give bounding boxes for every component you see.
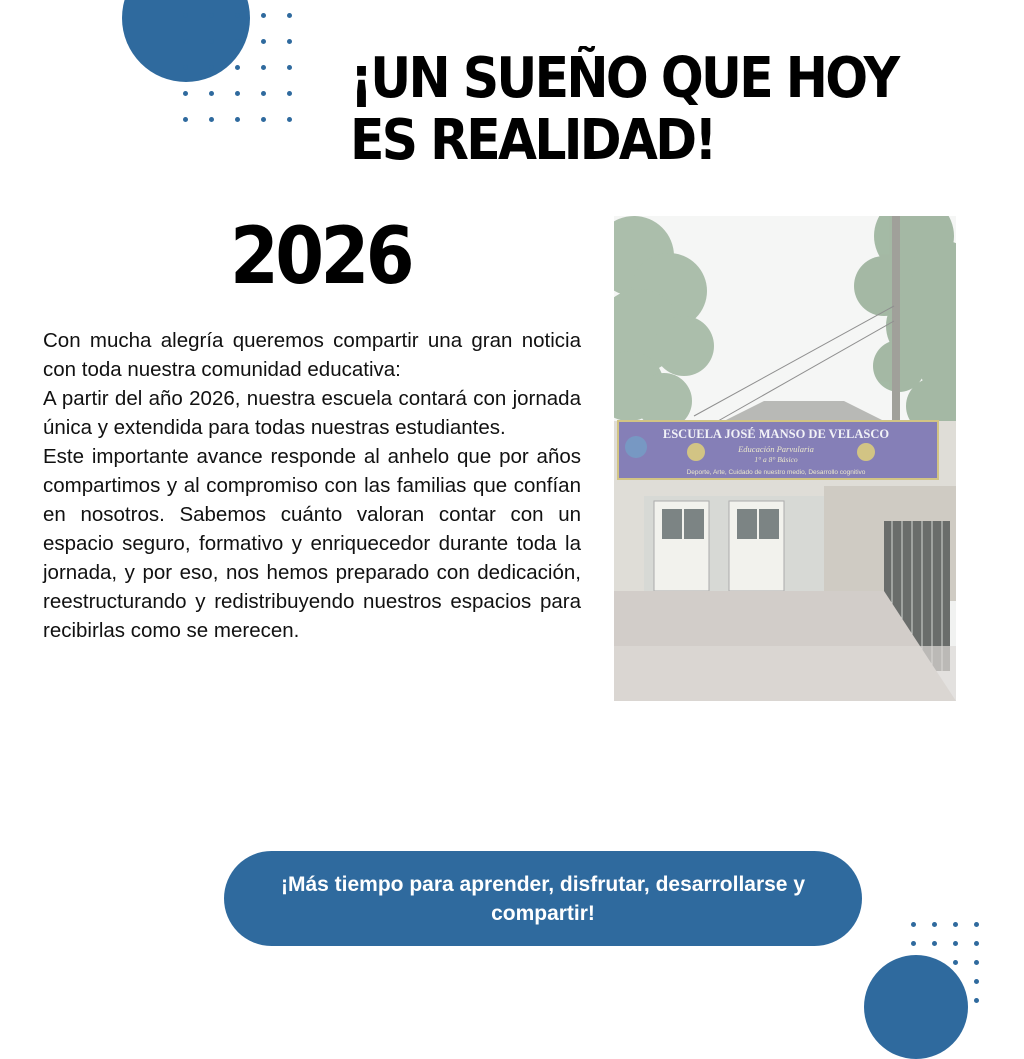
page-title: ¡UN SUEÑO QUE HOY ES REALIDAD! <box>350 46 898 173</box>
sign-title: ESCUELA JOSÉ MANSO DE VELASCO <box>662 427 890 441</box>
sign-line-1: Educación Parvularia <box>738 444 814 454</box>
paragraph-intro: Con mucha alegría queremos compartir una gran noticia con toda nuestra comunidad educativa: <box>43 329 581 381</box>
sign-line-2: 1° a 8° Básico <box>754 455 798 464</box>
paragraph-details: Este importante avance responde al anhelo que por años compartimos y al compromiso con las familias que confían en nosotros. Sabemos cuánto valoran contar con un espacio seguro, formativo y enriquecedor durante toda la jornada, y por eso, nos hemos preparado con dedicación, reestructurando y redistribuyendo nuestros espacios para recibirlas como se merecen. <box>43 445 581 642</box>
sign-line-3: Deporte, Arte, Cuidado de nuestro medio, Desarrollo cognitivo <box>686 469 866 476</box>
decorative-circle-bottom <box>864 955 968 1059</box>
decorative-dots-top <box>183 13 292 122</box>
announcement-text <box>43 326 581 645</box>
paragraph-schedule: A partir del año 2026, nuestra escuela contará con jornada única y extendida para todas nuestras estudiantes. <box>43 387 581 439</box>
year-heading: 2026 <box>230 212 411 302</box>
callout-banner: ¡Más tiempo para aprender, disfrutar, desarrollarse y compartir! <box>224 851 862 946</box>
school-photo <box>614 216 956 701</box>
